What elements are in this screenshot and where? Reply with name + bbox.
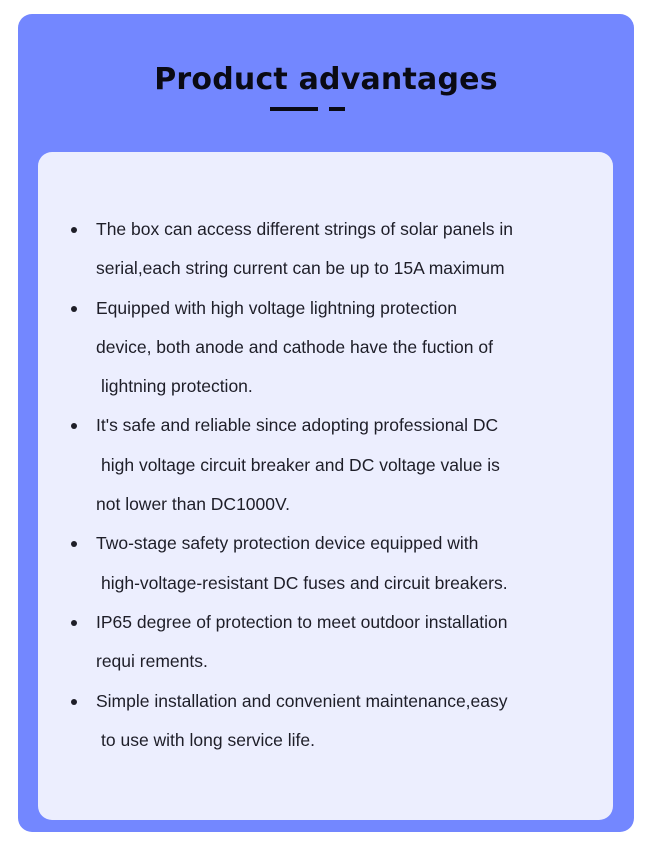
advantage-line: Equipped with high voltage lightning protection: [96, 297, 457, 318]
advantage-item-2: [38, 289, 613, 407]
advantage-line: lightning protection.: [101, 376, 253, 397]
advantages-card: [18, 14, 634, 832]
bullet-icon: [71, 306, 77, 312]
advantage-line: IP65 degree of protection to meet outdoor installation: [96, 611, 508, 632]
advantage-line: serial,each string current can be up to 15A maximum: [96, 258, 505, 279]
advantage-line: not lower than DC1000V.: [96, 494, 290, 515]
advantage-line: It's safe and reliable since adopting professional DC: [96, 415, 499, 436]
advantage-line: high voltage circuit breaker and DC voltage value is: [101, 454, 500, 475]
bullet-icon: [71, 541, 77, 547]
advantage-item-3: [38, 406, 613, 524]
advantage-line: requi rements.: [96, 651, 208, 672]
bullet-icon: [71, 699, 77, 705]
advantage-line: high-voltage-resistant DC fuses and circuit breakers.: [101, 572, 508, 593]
advantage-item-6: [38, 682, 613, 761]
advantage-item-1: [38, 210, 613, 289]
title-underline-short: [329, 107, 345, 111]
advantages-list: [38, 210, 613, 760]
advantage-line: Two-stage safety protection device equipped with: [96, 533, 479, 554]
advantage-item-4: [38, 524, 613, 603]
advantage-line: device, both anode and cathode have the fuction of: [96, 336, 493, 357]
advantages-panel: [38, 152, 613, 820]
advantage-line: The box can access different strings of solar panels in: [96, 219, 513, 239]
bullet-icon: [71, 620, 77, 626]
advantage-line: Simple installation and convenient maintenance,easy: [96, 690, 508, 711]
advantage-item-5: [38, 603, 613, 682]
bullet-icon: [71, 423, 77, 429]
title-underline-long: [270, 107, 318, 111]
bullet-icon: [71, 227, 77, 233]
advantage-line: to use with long service life.: [101, 729, 315, 750]
section-title: Product advantages: [154, 62, 498, 97]
